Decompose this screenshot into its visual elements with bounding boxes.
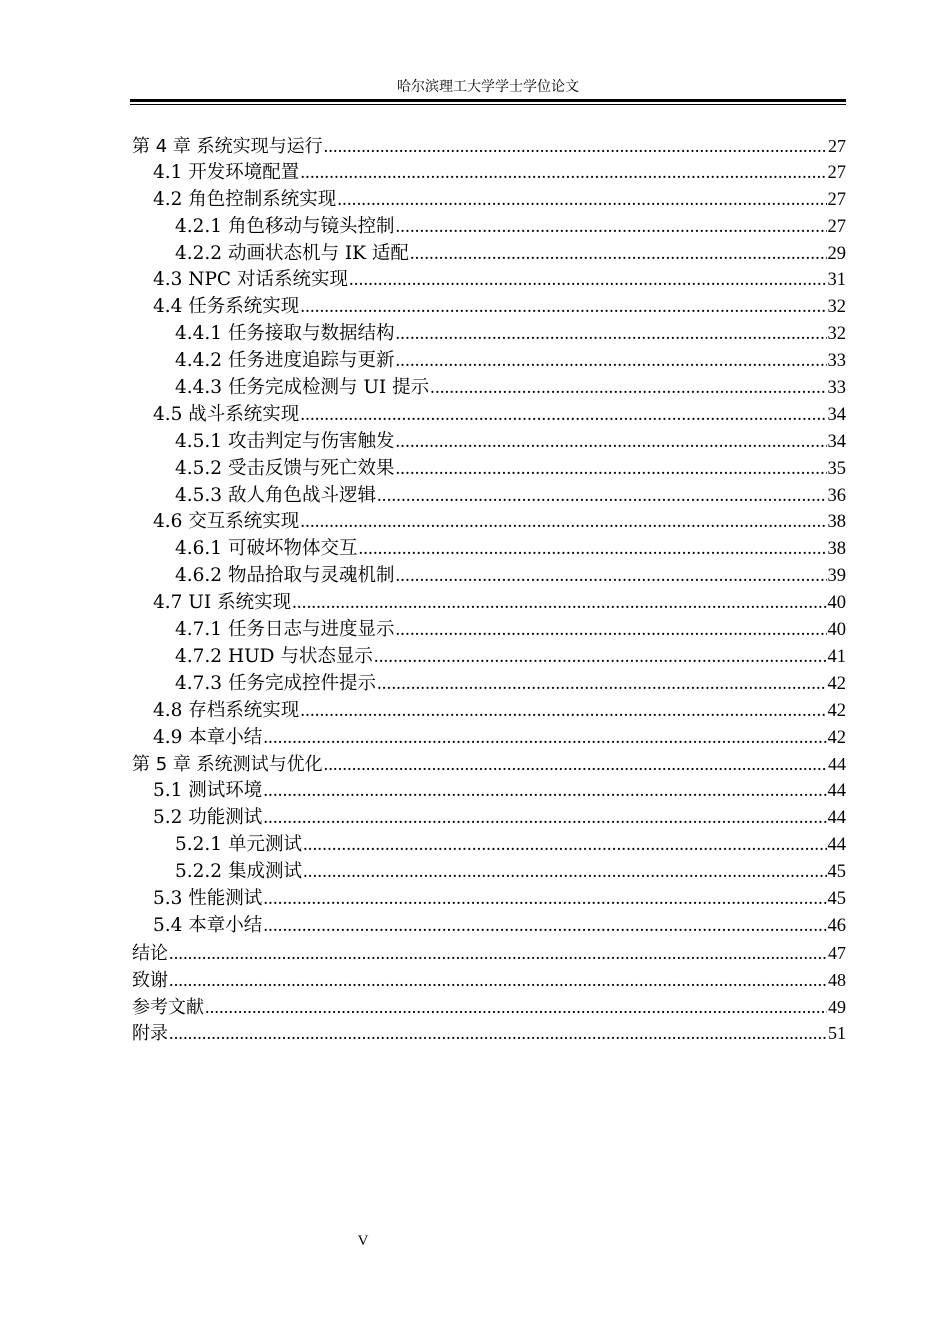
toc-entry[interactable] <box>132 294 846 321</box>
toc-entry-label: 4.5 战斗系统实现 <box>153 403 300 425</box>
toc-entry[interactable] <box>132 187 846 214</box>
toc-entry-label: 附录 <box>132 1023 168 1045</box>
toc-entry-label: 4.5.1 攻击判定与伤害触发 <box>175 430 395 452</box>
toc-entry-label: 5.2.2 集成测试 <box>175 861 302 883</box>
toc-entry-page: 46 <box>827 915 846 936</box>
dot-leader <box>395 429 826 456</box>
toc-entry[interactable] <box>132 967 846 994</box>
toc-entry[interactable] <box>132 563 846 590</box>
toc-entry[interactable] <box>132 456 846 483</box>
toc-entry-label: 4.3 NPC 对话系统实现 <box>153 269 348 291</box>
toc-entry[interactable] <box>132 778 846 805</box>
toc-entry-page: 27 <box>827 162 846 183</box>
toc-entry-page: 45 <box>827 888 846 909</box>
toc-entry[interactable] <box>132 859 846 886</box>
running-header: 哈尔滨理工大学学士学位论文 <box>397 79 579 95</box>
toc-entry[interactable] <box>132 348 846 375</box>
toc-entry-label: 4.8 存档系统实现 <box>153 699 300 721</box>
toc-entry-label: 致谢 <box>132 969 168 991</box>
dot-leader <box>169 1020 827 1047</box>
dot-leader <box>395 348 826 375</box>
toc-entry[interactable] <box>132 402 846 429</box>
toc-entry-page: 44 <box>827 781 846 802</box>
dot-leader <box>374 644 827 671</box>
toc-entry-page: 27 <box>827 216 846 237</box>
toc-entry-label: 4.2.1 角色移动与镜头控制 <box>175 215 395 237</box>
toc-entry-page: 47 <box>828 942 846 963</box>
toc-entry[interactable] <box>132 644 846 671</box>
toc-entry-label: 4.7.3 任务完成控件提示 <box>175 672 376 694</box>
toc-entry-label: 结论 <box>132 942 168 964</box>
toc-entry[interactable] <box>132 832 846 859</box>
dot-leader <box>349 267 827 294</box>
toc-entry-page: 34 <box>827 431 846 452</box>
toc-entry-label: 4.4.1 任务接取与数据结构 <box>175 323 395 345</box>
toc-entry-label: 5.2.1 单元测试 <box>175 834 302 856</box>
toc-entry[interactable] <box>132 536 846 563</box>
header-rule-thick <box>130 99 846 102</box>
dot-leader <box>337 187 826 214</box>
dot-leader <box>410 241 827 268</box>
toc-entry-page: 29 <box>827 243 846 264</box>
toc-entry-page: 38 <box>827 512 846 533</box>
dot-leader <box>303 859 827 886</box>
toc-entry[interactable] <box>132 698 846 725</box>
toc-entry-page: 34 <box>827 404 846 425</box>
toc-entry-page: 49 <box>828 996 846 1017</box>
toc-entry[interactable] <box>132 214 846 241</box>
dot-leader <box>395 214 826 241</box>
toc-entry-page: 41 <box>827 646 846 667</box>
dot-leader <box>300 294 826 321</box>
toc-entry[interactable] <box>132 805 846 832</box>
toc-entry-label: 4.2 角色控制系统实现 <box>153 188 337 210</box>
toc-entry-label: 第 4 章 系统实现与运行 <box>132 136 323 157</box>
toc-entry-page: 32 <box>827 297 846 318</box>
dot-leader <box>395 617 826 644</box>
toc-entry[interactable] <box>132 267 846 294</box>
toc-entry[interactable] <box>132 241 846 268</box>
toc-entry-label: 4.6.1 可破坏物体交互 <box>175 538 358 560</box>
page-number: V <box>357 1233 369 1249</box>
toc-entry-label: 4.7.2 HUD 与状态显示 <box>175 645 373 667</box>
toc-entry-label: 4.7.1 任务日志与进度显示 <box>175 619 395 641</box>
toc-entry-label: 4.5.2 受击反馈与死亡效果 <box>175 457 395 479</box>
toc-entry[interactable] <box>132 590 846 617</box>
dot-leader <box>377 671 827 698</box>
toc-entry-label: 4.4.2 任务进度追踪与更新 <box>175 350 395 372</box>
toc-entry[interactable] <box>132 751 846 778</box>
toc-entry-page: 27 <box>827 189 846 210</box>
dot-leader <box>395 456 826 483</box>
toc-entry[interactable] <box>132 886 846 913</box>
toc-entry-label: 5.4 本章小结 <box>153 914 263 936</box>
toc-entry-page: 44 <box>828 754 846 775</box>
dot-leader <box>377 483 827 510</box>
toc-entry-page: 40 <box>827 620 846 641</box>
table-of-contents <box>132 133 846 1047</box>
dot-leader <box>324 133 827 160</box>
toc-entry-page: 45 <box>827 862 846 883</box>
toc-entry[interactable] <box>132 1020 846 1047</box>
toc-entry-label: 5.3 性能测试 <box>153 887 263 909</box>
dot-leader <box>324 751 827 778</box>
toc-entry-label: 4.4 任务系统实现 <box>153 296 300 318</box>
dot-leader <box>358 536 826 563</box>
dot-leader <box>205 994 827 1021</box>
dot-leader <box>263 886 826 913</box>
toc-entry-page: 42 <box>827 673 846 694</box>
dot-leader <box>300 698 826 725</box>
dot-leader <box>263 913 826 940</box>
toc-entry-page: 38 <box>827 539 846 560</box>
dot-leader <box>430 375 826 402</box>
toc-entry-label: 4.6 交互系统实现 <box>153 511 300 533</box>
toc-entry[interactable] <box>132 913 846 940</box>
toc-entry[interactable] <box>132 671 846 698</box>
toc-entry-page: 32 <box>827 324 846 345</box>
dot-leader <box>395 321 826 348</box>
toc-entry[interactable] <box>132 321 846 348</box>
toc-entry-page: 36 <box>827 485 846 506</box>
toc-entry[interactable] <box>132 160 846 187</box>
toc-entry-label: 4.1 开发环境配置 <box>153 161 300 183</box>
toc-entry-label: 4.2.2 动画状态机与 IK 适配 <box>175 242 409 264</box>
toc-entry-page: 44 <box>827 808 846 829</box>
toc-entry[interactable] <box>132 940 846 967</box>
toc-entry[interactable] <box>132 133 846 160</box>
toc-entry-page: 39 <box>827 566 846 587</box>
toc-entry[interactable] <box>132 725 846 752</box>
dot-leader <box>263 778 826 805</box>
toc-entry-page: 44 <box>827 835 846 856</box>
toc-entry-label: 4.6.2 物品拾取与灵魂机制 <box>175 565 395 587</box>
dot-leader <box>395 563 826 590</box>
header-rule-thin <box>130 104 846 105</box>
dot-leader <box>300 160 826 187</box>
toc-entry-label: 5.1 测试环境 <box>153 780 263 802</box>
toc-entry-label: 第 5 章 系统测试与优化 <box>132 754 323 776</box>
toc-entry-page: 33 <box>827 351 846 372</box>
toc-entry-label: 5.2 功能测试 <box>153 807 263 829</box>
toc-entry[interactable] <box>132 509 846 536</box>
toc-entry-label: 4.9 本章小结 <box>153 726 263 748</box>
dot-leader <box>292 590 826 617</box>
toc-entry-label: 4.5.3 敌人角色战斗逻辑 <box>175 484 376 506</box>
dot-leader <box>169 967 827 994</box>
toc-entry[interactable] <box>132 617 846 644</box>
toc-entry[interactable] <box>132 483 846 510</box>
dot-leader <box>300 402 826 429</box>
dot-leader <box>263 805 826 832</box>
toc-entry-page: 51 <box>828 1023 846 1044</box>
toc-entry[interactable] <box>132 429 846 456</box>
toc-entry-page: 35 <box>827 458 846 479</box>
toc-entry-label: 4.7 UI 系统实现 <box>153 592 292 614</box>
toc-entry[interactable] <box>132 994 846 1021</box>
toc-entry-page: 27 <box>828 136 846 156</box>
toc-entry-page: 42 <box>827 700 846 721</box>
toc-entry-page: 40 <box>827 593 846 614</box>
toc-entry-page: 42 <box>827 727 846 748</box>
dot-leader <box>300 509 826 536</box>
toc-entry-label: 4.4.3 任务完成检测与 UI 提示 <box>175 377 430 399</box>
toc-entry-page: 48 <box>828 969 846 990</box>
toc-entry-page: 31 <box>827 270 846 291</box>
dot-leader <box>169 940 827 967</box>
toc-entry-label: 参考文献 <box>132 996 204 1018</box>
dot-leader <box>263 725 826 752</box>
toc-entry-page: 33 <box>827 378 846 399</box>
dot-leader <box>303 832 827 859</box>
toc-entry[interactable] <box>132 375 846 402</box>
